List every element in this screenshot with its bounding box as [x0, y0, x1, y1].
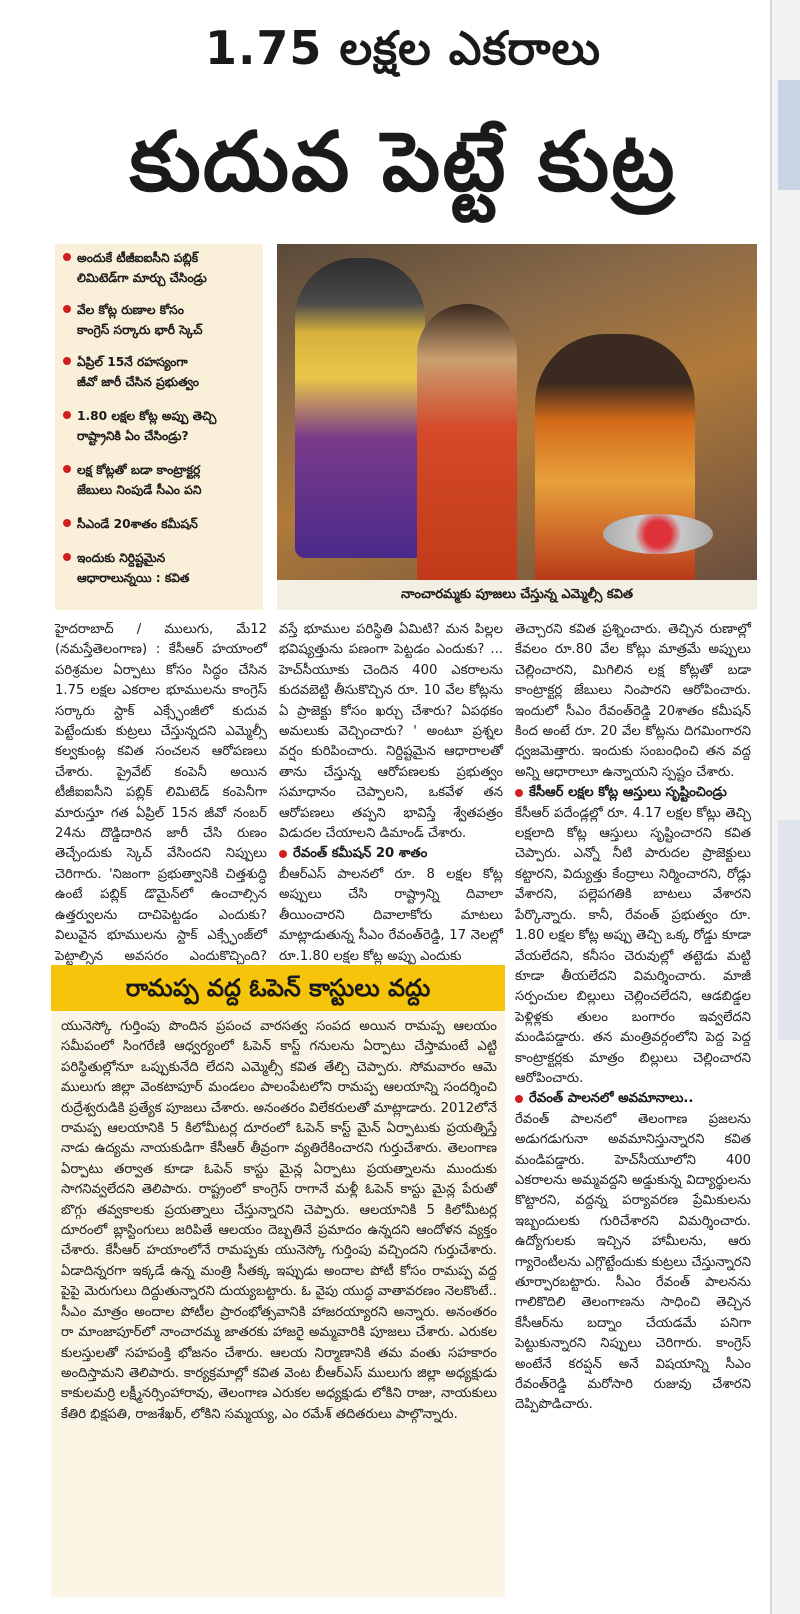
- bullet-dot-icon: [63, 519, 71, 527]
- subheading: [279, 844, 503, 864]
- highlight-line: జేబులు నింపుడే సీఎం పని: [77, 483, 202, 497]
- paragraph: వస్తే భూముల పరిస్థితి ఏమిటి? మన పిల్లల భవిష్యత్తును పణంగా పెట్టడం ఎందుకు? ... హెచ్‌సీయూకు చెందిన 400 ఎకరాలను కుదవబెట్టి తీసుకొచ్చిన రూ. 10 వేల కోట్లను ఏ ప్రాజెక్టు కోసం ఖర్చు చేశారు? ఏపథకం అమలుకు వెచ్చించారు? ' అంటూ ప్రశ్నల వర్షం కురిపించారు. నిర్దిష్టమైన ఆధారాలతో తాను చేస్తున్న ఆరోపణలకు ప్రభుత్వం సమాధానం చెప్పాలని, ఒకవేళ తన ఆరోపణలు తప్పని భావిస్తే శ్వేతపత్రం విడుదల చేయాలని డిమాండ్ చేశారు.: [279, 622, 503, 842]
- highlight-item: [63, 406, 259, 446]
- paragraph: రేవంత్ పాలనలో తెలంగాణ ప్రజలను అడుగడుగునా అవమానిస్తున్నారని కవిత మండిపడ్డారు. హెచ్‌సీయూలోని 400 ఎకరాలను అమ్మవద్దని అడ్డుకున్న విద్యార్థులను కొట్టారని, వద్దన్న పర్యావరణ ప్రేమికులను ఇబ్బందులకు గురిచేశారని విమర్శించారు. ఉద్యోగులకు ఇచ్చిన హామీలను, ఆరు గ్యారెంటీలను ఎగ్గొట్టేందుకు కుట్రలు చేస్తున్నారని తూర్పారబట్టారు. సీఎం రేవంత్ పాలనను గాలికొదిలి తెలంగాణను సాధించి తెచ్చిన కేసీఆర్‌ను బద్నాం చేయడమే పనిగా పెట్టుకున్నారని నిప్పులు చెరిగారు. కాంగ్రెస్ అంటేనే కరప్షన్ అనే విషయాన్ని సీఎం రేవంత్‌రెడ్డి మరోసారి రుజువు చేశారని దెప్పిపొడిచారు.: [515, 1111, 751, 1413]
- highlight-line: వేల కోట్ల రుణాల కోసం: [77, 303, 184, 317]
- article-column-1: హైదరాబాద్ / ములుగు, మే12 (నమస్తేతెలంగాణ) : కేసీఆర్ హయాంలో పరిశ్రమల ఏర్పాటు కోసం సిద్ధం చేసిన 1.75 లక్షల ఎకరాల భూములను కాంగ్రెస్ సర్కారు స్టాక్ ఎక్స్ఛేంజీలో కుదువ పెట్టేందుకు కుట్రలు చేస్తున్నదని ఎమ్మెల్సీ కల్వకుంట్ల కవిత సంచలన ఆరోపణలు చేశారు. ప్రైవేట్ కంపెనీ అయిన టీజీఐఐసీని పబ్లిక్ లిమిటెడ్ కంపెనీగా మారుస్తూ గత ఏప్రిల్ 15న జీవో నంబర్ 24ను దొడ్డిదారిన జారీ చేసి రుణం తెచ్చేందుకు స్కెచ్ వేసిందని నిప్పులు చెరిగారు. 'నిజంగా ప్రభుత్వానికి చిత్తశుద్ధి ఉంటే పబ్లిక్ డొమైన్‌లో ఉంచాల్సిన ఉత్తర్వులను దాచిపెట్టడం ఎందుకు? విలువైన భూములను స్టాక్ ఎక్స్ఛేంజ్‌లో పెట్టాల్సిన అవసరం ఎందుకొచ్చింది?: [55, 622, 267, 964]
- subheading: [515, 783, 751, 803]
- adjacent-page-fragment: [778, 820, 800, 1040]
- highlight-line: జీవో జారీ చేసిన ప్రభుత్వం: [77, 375, 199, 389]
- highlight-line: సీఎండే 20శాతం కమీషన్: [77, 517, 198, 531]
- sidebar-story-box: [51, 965, 505, 1597]
- person-figure: [417, 304, 517, 580]
- highlight-item: [63, 514, 259, 534]
- highlight-item: [63, 460, 259, 500]
- highlight-item: [63, 248, 259, 288]
- bullet-dot-icon: [279, 850, 287, 858]
- headline-main-line: కుదువ పెట్టే కుట్ర: [129, 115, 677, 210]
- puja-plate-figure: [603, 514, 713, 554]
- adjacent-page-fragment: [778, 80, 800, 190]
- sidebar-story-heading: రామప్ప వద్ద ఓపెన్ కాస్టులు వద్దు: [51, 965, 505, 1011]
- bullet-dot-icon: [63, 253, 71, 261]
- highlight-item: [63, 548, 259, 588]
- article-column-3: [515, 620, 751, 1592]
- bullet-dot-icon: [515, 1095, 523, 1103]
- paragraph: కేసీఆర్ పదేండ్లల్లో రూ. 4.17 లక్షల కోట్లు తెచ్చి లక్షలాది కోట్ల ఆస్తులు సృష్టించారని కవిత చెప్పారు. ఎన్నో నీటి పారుదల ప్రాజెక్టులు కట్టారని, విద్యుత్తు కేంద్రాలు నిర్మించారని, రోడ్లు వేశారని, పల్లెపగతికి బాటలు వేశారని పేర్కొన్నారు. కానీ, రేవంత్ ప్రభుత్వం రూ. 1.80 లక్షల కోట్ల అప్పు తెచ్చి ఒక్క రోడ్డు కూడా వేయలేదని, కనీసం చెరువుల్లో తట్టెడు మట్టి కూడా తీయలేదని విమర్శించారు. మాజీ సర్పంచుల బిల్లులు చెల్లించలేదని, ఆడబిడ్డల పెళ్లిళ్లకు తులం బంగారం ఇవ్వలేదని మండిపడ్డారు. తన మంత్రివర్గంలోని పెద్ద పెద్ద కాంట్రాక్టర్లకు మాత్రం బిల్లులు చెల్లించారని ఆరోపించారు.: [515, 805, 751, 1086]
- bullet-dot-icon: [63, 357, 71, 365]
- sidebar-story-body: యునెస్కో గుర్తింపు పొందిన ప్రపంచ వారసత్వ సంపద అయిన రామప్ప ఆలయం సమీపంలో సింగరేణి ఆధ్వర్యంలో ఓపెన్ కాస్ట్ గనులను ఏర్పాటు చేస్తామంటే ఎట్టి పరిస్థితుల్లోనూ ఒప్పుకునేది లేదని ఎమ్మెల్సీ కవిత తేల్చి చెప్పారు. సోమవారం ఆమె ములుగు జిల్లా వెంకటాపూర్ మండలం పాలంపేటలోని రామప్ప ఆలయాన్ని సందర్శించి రుద్రేశ్వరుడికి ప్రత్యేక పూజలు చేశారు. అనంతరం విలేకరులతో మాట్లాడారు. 2012లోనే రామప్ప ఆలయానికి 5 కిలోమీటర్ల దూరంలో ఓపెన్ కాస్ట్ మైన్ ఏర్పాటుకు ప్రయత్నిస్తే నాడు ఉద్యమ నాయకుడిగా కేసీఆర్ తీవ్రంగా వ్యతిరేకించారని గుర్తుచేశారు. తెలంగాణ ఏర్పాటు తర్వాత కూడా ఓపెన్ కాస్టు మైన్ల ఏర్పాటు ప్రయత్నాలను ముందుకు సాగనివ్వలేదని తెలిపారు. రాష్ట్రంలో కాంగ్రెస్ రాగానే మళ్లీ ఓపెన్ కాస్టు మైన్ల పేరుతో బొగ్గు తవ్వకాలకు ప్రయత్నాలు చేస్తున్నారని చెప్పారు. ఆలయానికి 5 కిలోమీటర్ల దూరంలో బ్లాస్టింగులు జరిపితే ఆలయం దెబ్బతినే ప్రమాదం ఉన్నదని ఆందోళన వ్యక్తం చేశారు. కేసీఆర్ హయాంలోనే రామప్పకు యునెస్కో గుర్తింపు వచ్చిందని గుర్తుచేశారు. ఏడాదిన్నరగా ఇక్కడే ఉన్న మంత్రి సీతక్క ఇప్పుడు అందాల పోటీ కోసం రామప్ప వద్ద పైపై మెరుగులు దిద్దుతున్నారని దుయ్యబట్టారు. ఓ వైపు యుద్ధ వాతావరణం నెలకొంటే.. సీఎం మాత్రం అందాల పోటీల ప్రారంభోత్సవానికి హాజరయ్యారని అన్నారు. అనంతరం రా మాంజాపూర్‌లో నాంచారమ్మ జాతరకు హాజరై అమ్మవారికి పూజలు చేశారు. ఎరుకల కులస్తులతో సహపంక్తి భోజనం చేశారు. ఆలయ నిర్మాణానికి తమ వంతు సహకారం అందిస్తామని తెలిపారు. కార్యక్రమాల్లో కవిత వెంట బీఆర్‌ఎస్ ములుగు జిల్లా అధ్యక్షుడు కాకులమర్రి లక్ష్మీనర్సింహారావు, తెలంగాణ ఎరుకల అధ్యక్షుడు లోకిని రాజు, నాయకులు కేతిరి భిక్షపతి, రాజశేఖర్, లోకిని సమ్మయ్య, ఎం రమేశ్ తదితరులు పాల్గొన్నారు.: [61, 1019, 497, 1422]
- news-photo: [277, 244, 757, 580]
- bullet-dot-icon: [515, 789, 523, 797]
- deity-statue-figure: [295, 258, 425, 558]
- subheading-text: కేసీఆర్ లక్షల కోట్ల ఆస్తులు సృష్టించిండ్రు: [529, 785, 727, 801]
- highlight-line: 1.80 లక్షల కోట్ల అప్పు తెచ్చి: [77, 409, 217, 423]
- highlights-panel: [55, 244, 263, 610]
- highlight-item: [63, 352, 259, 392]
- highlight-line: అందుకే టీజీఐఐసీని పబ్లిక్: [77, 251, 199, 265]
- highlight-line: ఏప్రిల్ 15నే రహస్యంగా: [77, 355, 188, 369]
- bullet-dot-icon: [63, 465, 71, 473]
- highlight-item: [63, 300, 259, 340]
- bullet-dot-icon: [63, 553, 71, 561]
- bullet-dot-icon: [63, 411, 71, 419]
- headline-top-line: 1.75 లక్షల ఎకరాలు: [204, 21, 602, 75]
- highlight-line: ఇందుకు నిర్దిష్టమైన: [77, 551, 166, 565]
- adjacent-page-edge: [770, 0, 800, 1614]
- highlight-line: రాష్ట్రానికి ఏం చేసిండ్రు?: [77, 429, 189, 443]
- paragraph: బీఆర్‌ఎస్ పాలనలో రూ. 8 లక్షల కోట్ల అప్పులు చేసి రాష్ట్రాన్ని దివాలా తీయించారని దివాలాకోరు మాటలు మాట్లాడుతున్న సీఎం రేవంత్‌రెడ్డి, 17 నెలల్లో రూ.1.80 లక్షల కోట్ల అప్పు ఎందుకు: [279, 866, 503, 964]
- highlight-line: కాంగ్రెస్ సర్కారు భారీ స్కెచ్: [77, 323, 203, 337]
- subheading: [515, 1089, 751, 1109]
- highlight-line: ఆధారాలున్నయి : కవిత: [77, 571, 190, 585]
- paragraph: తెచ్చారని కవిత ప్రశ్నించారు. తెచ్చిన రుణాల్లో కేవలం రూ.80 వేల కోట్లు మాత్రమే అప్పులు చెల్లించారని, మిగిలిన లక్ష కోట్లతో బడా కాంట్రాక్టర్ల జేబులు నింపారని ఆరోపించారు. ఇందులో సీఎం రేవంత్‌రెడ్డి 20శాతం కమీషన్ కింద అంటే రూ. 20 వేల కోట్లను దిగమింగారని ధ్వజమెత్తారు. ఇందుకు సంబంధించి తన వద్ద అన్ని ఆధారాలూ ఉన్నాయని స్పష్టం చేశారు.: [515, 622, 751, 780]
- bullet-dot-icon: [63, 305, 71, 313]
- subheading-text: రేవంత్ పాలనలో అవమానాలు..: [529, 1091, 694, 1107]
- subheading-text: రేవంత్ కమీషన్ 20 శాతం: [293, 846, 428, 862]
- article-clipping: [49, 0, 757, 1614]
- highlight-line: లిమిటెడ్‌గా మార్చు చేసిండ్రు: [77, 271, 207, 285]
- highlight-line: లక్ష కోట్లతో బడా కాంట్రాక్టర్ల: [77, 463, 201, 477]
- article-column-2: [279, 620, 503, 962]
- photo-caption: నాంచారమ్మకు పూజలు చేస్తున్న ఎమ్మెల్సీ కవిత: [277, 580, 757, 610]
